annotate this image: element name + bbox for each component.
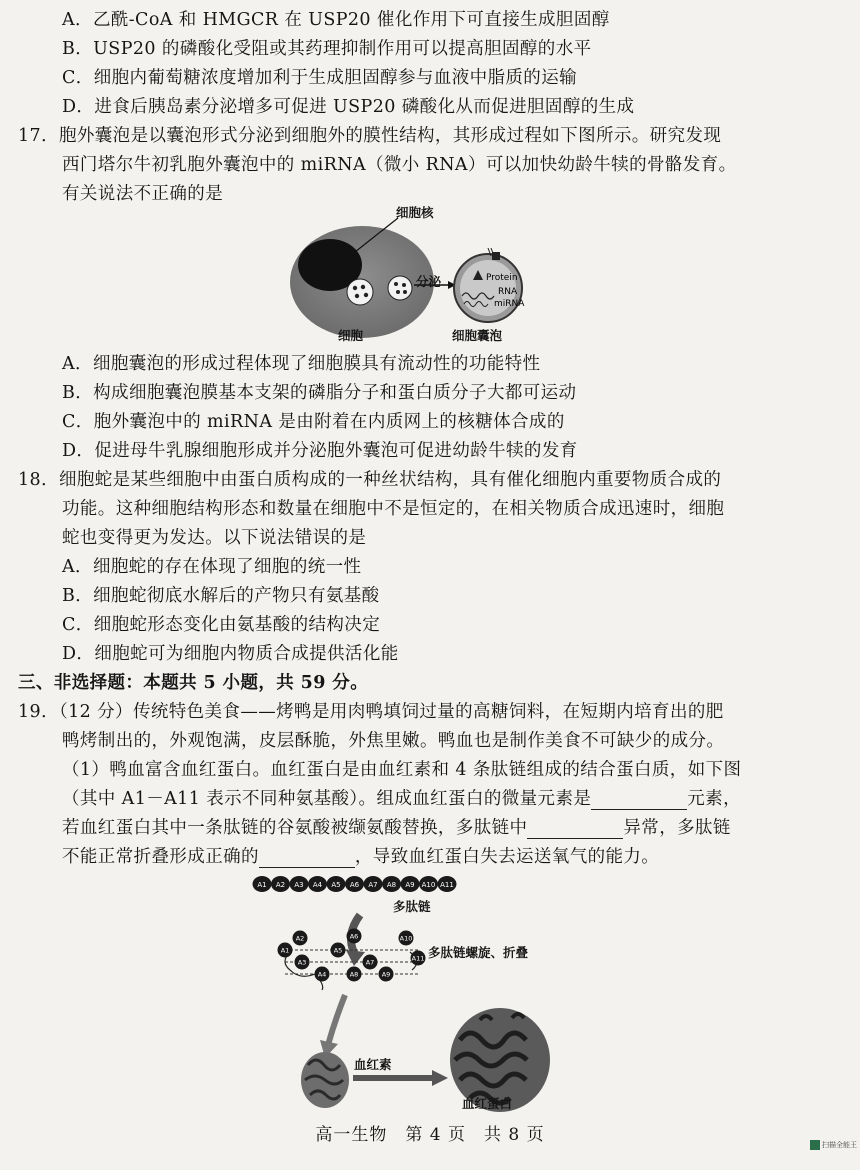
q17-option-d: D．促进母牛乳腺细胞形成并分泌胞外囊泡可促进幼龄牛犊的发育 bbox=[62, 441, 578, 461]
amino-acid-label: A4 bbox=[312, 881, 323, 889]
amino-acid-label: A6 bbox=[349, 881, 360, 889]
folded-amino-acid bbox=[347, 929, 362, 944]
folded-amino-acid bbox=[315, 967, 330, 982]
q16-option-b: B．USP20 的磷酸化受阻或其药理抑制作用可以提高胆固醇的水平 bbox=[62, 39, 592, 59]
folded-amino-acid bbox=[347, 967, 362, 982]
fold-label: 多肽链螺旋、折叠 bbox=[428, 945, 529, 960]
q19-line4-text: （其中 A1－A11 表示不同种氨基酸）。组成血红蛋白的微量元素是 bbox=[62, 789, 592, 809]
q18-option-a: A．细胞蛇的存在体现了细胞的统一性 bbox=[62, 557, 362, 577]
answer-blank-1[interactable] bbox=[591, 791, 687, 810]
q19-stem-line2: 鸭烤制出的，外观饱满，皮层酥脆，外焦里嫩。鸭血也是制作美食不可缺少的成分。 bbox=[62, 731, 725, 751]
folded-amino-acid-label: A9 bbox=[381, 970, 391, 979]
q19-line6-text: 不能正常折叠形成正确的 bbox=[62, 847, 259, 867]
folded-amino-acid bbox=[379, 967, 394, 982]
folded-amino-acid bbox=[331, 943, 346, 958]
answer-blank-2[interactable] bbox=[527, 820, 623, 839]
polypeptide-label: 多肽链 bbox=[393, 899, 431, 914]
amino-acid-bead bbox=[290, 876, 309, 892]
amino-acid-chain bbox=[253, 876, 457, 892]
amino-acid-label: A7 bbox=[368, 881, 378, 889]
q18-option-c: C．细胞蛇形态变化由氨基酸的结构决定 bbox=[62, 615, 381, 635]
vesicle-label: 细胞囊泡 bbox=[452, 328, 503, 343]
section-heading: 三、非选择题：本题共 5 小题，共 59 分。 bbox=[18, 673, 369, 693]
scanner-watermark: 扫描全能王 bbox=[810, 1140, 857, 1150]
folded-amino-acid-label: A8 bbox=[349, 970, 359, 979]
amino-acid-bead bbox=[419, 876, 438, 892]
amino-acid-label: A1 bbox=[257, 881, 267, 889]
heme-label: 血红素 bbox=[354, 1057, 392, 1072]
q16-option-c: C．细胞内葡萄糖浓度增加利于生成胆固醇参与血液中脂质的运输 bbox=[62, 68, 577, 88]
q17-stem-line1: 17．胞外囊泡是以囊泡形式分泌到细胞外的膜性结构，其形成过程如下图所示。研究发现 bbox=[18, 126, 722, 146]
q18-stem-line3: 蛇也变得更为发达。以下说法错误的是 bbox=[62, 528, 367, 548]
amino-acid-bead bbox=[253, 876, 272, 892]
amino-acid-label: A8 bbox=[386, 881, 397, 889]
folded-amino-acid-label: A11 bbox=[411, 954, 425, 963]
q19-stem-line5 bbox=[62, 814, 731, 839]
q19-line6-tail: ，导致血红蛋白失去运送氧气的能力。 bbox=[354, 847, 660, 867]
single-subunit bbox=[301, 1052, 349, 1108]
amino-acid-bead bbox=[308, 876, 327, 892]
folded-amino-acid bbox=[293, 931, 308, 946]
q17-stem-line2: 西门塔尔牛初乳胞外囊泡中的 miRNA（微小 RNA）可以加快幼龄牛犊的骨骼发育。 bbox=[62, 155, 737, 175]
inner-vesicle bbox=[347, 279, 373, 305]
q18-option-b: B．细胞蛇彻底水解后的产物只有氨基酸 bbox=[62, 586, 380, 606]
folded-amino-acid-label: A6 bbox=[349, 932, 359, 941]
answer-blank-3[interactable] bbox=[259, 849, 355, 868]
q19-line5-tail: 异常，多肽链 bbox=[623, 818, 731, 838]
folded-amino-acid-label: A1 bbox=[280, 946, 290, 955]
folded-amino-acid-label: A7 bbox=[365, 958, 375, 967]
amino-acid-bead bbox=[382, 876, 401, 892]
q17-stem-line3: 有关说法不正确的是 bbox=[62, 184, 224, 204]
amino-acid-bead bbox=[364, 876, 383, 892]
rna-label: RNA bbox=[498, 287, 518, 297]
q19-stem-line6 bbox=[62, 843, 659, 868]
q19-line4-tail: 元素， bbox=[687, 789, 741, 809]
amino-acid-label: A9 bbox=[405, 881, 415, 889]
folded-amino-acid bbox=[399, 931, 414, 946]
q19-stem-line3: （1）鸭血富含血红蛋白。血红蛋白是由血红素和 4 条肽链组成的结合蛋白质，如下图 bbox=[62, 760, 742, 780]
hemoglobin-label: 血红蛋白 bbox=[462, 1096, 513, 1111]
folded-amino-acid-label: A3 bbox=[297, 958, 307, 967]
q18-stem-line2: 功能。这种细胞结构形态和数量在细胞中不是恒定的，在相关物质合成迅速时，细胞 bbox=[62, 499, 725, 519]
folded-amino-acid-label: A2 bbox=[295, 934, 305, 943]
q18-option-d: D．细胞蛇可为细胞内物质合成提供活化能 bbox=[62, 644, 399, 664]
nucleus-label: 细胞核 bbox=[396, 205, 434, 220]
q16-option-d: D．进食后胰岛素分泌增多可促进 USP20 磷酸化从而促进胆固醇的生成 bbox=[62, 97, 635, 117]
q19-line5-text: 若血红蛋白其中一条肽链的谷氨酸被缬氨酸替换，多肽链中 bbox=[62, 818, 528, 838]
amino-acid-bead bbox=[401, 876, 420, 892]
q19-stem-line1: 19．（12 分）传统特色美食——烤鸭是用肉鸭填饲过量的高糖饲料，在短期内培育出的肥 bbox=[18, 702, 724, 722]
assembly-arrow bbox=[328, 995, 345, 1045]
folded-amino-acid bbox=[278, 943, 293, 958]
amino-acid-label: A10 bbox=[421, 881, 436, 889]
q18-stem-line1: 18．细胞蛇是某些细胞中由蛋白质构成的一种丝状结构，具有催化细胞内重要物质合成的 bbox=[18, 470, 722, 490]
amino-acid-bead bbox=[345, 876, 364, 892]
q16-option-a: A．乙酰-CoA 和 HMGCR 在 USP20 催化作用下可直接生成胆固醇 bbox=[62, 10, 610, 30]
amino-acid-label: A3 bbox=[294, 881, 304, 889]
scanner-logo-icon bbox=[810, 1140, 820, 1150]
cell-label: 细胞 bbox=[338, 328, 364, 343]
amino-acid-bead bbox=[327, 876, 346, 892]
folded-amino-acid-label: A10 bbox=[399, 934, 413, 943]
mirna-label: miRNA bbox=[494, 299, 525, 309]
folded-amino-acid bbox=[363, 955, 378, 970]
folded-amino-acid bbox=[295, 955, 310, 970]
folded-amino-acid bbox=[411, 951, 426, 966]
folded-amino-acid-label: A4 bbox=[317, 970, 327, 979]
amino-acid-bead bbox=[438, 876, 457, 892]
q19-stem-line4 bbox=[62, 785, 741, 810]
protein-label: Protein bbox=[486, 273, 518, 283]
q17-option-b: B．构成细胞囊泡膜基本支架的磷脂分子和蛋白质分子大都可运动 bbox=[62, 383, 577, 403]
q17-option-c: C．胞外囊泡中的 miRNA 是由附着在内质网上的核糖体合成的 bbox=[62, 412, 565, 432]
secreted-vesicle bbox=[388, 276, 412, 300]
amino-acid-label: A11 bbox=[440, 881, 454, 889]
amino-acid-label: A5 bbox=[331, 881, 341, 889]
page-footer: 高一生物 第 4 页 共 8 页 bbox=[315, 1125, 545, 1145]
amino-acid-bead bbox=[271, 876, 290, 892]
q17-option-a: A．细胞囊泡的形成过程体现了细胞膜具有流动性的功能特性 bbox=[62, 354, 541, 374]
folded-amino-acid-label: A5 bbox=[333, 946, 343, 955]
amino-acid-label: A2 bbox=[275, 881, 286, 889]
secrete-label: 分泌 bbox=[416, 274, 442, 289]
